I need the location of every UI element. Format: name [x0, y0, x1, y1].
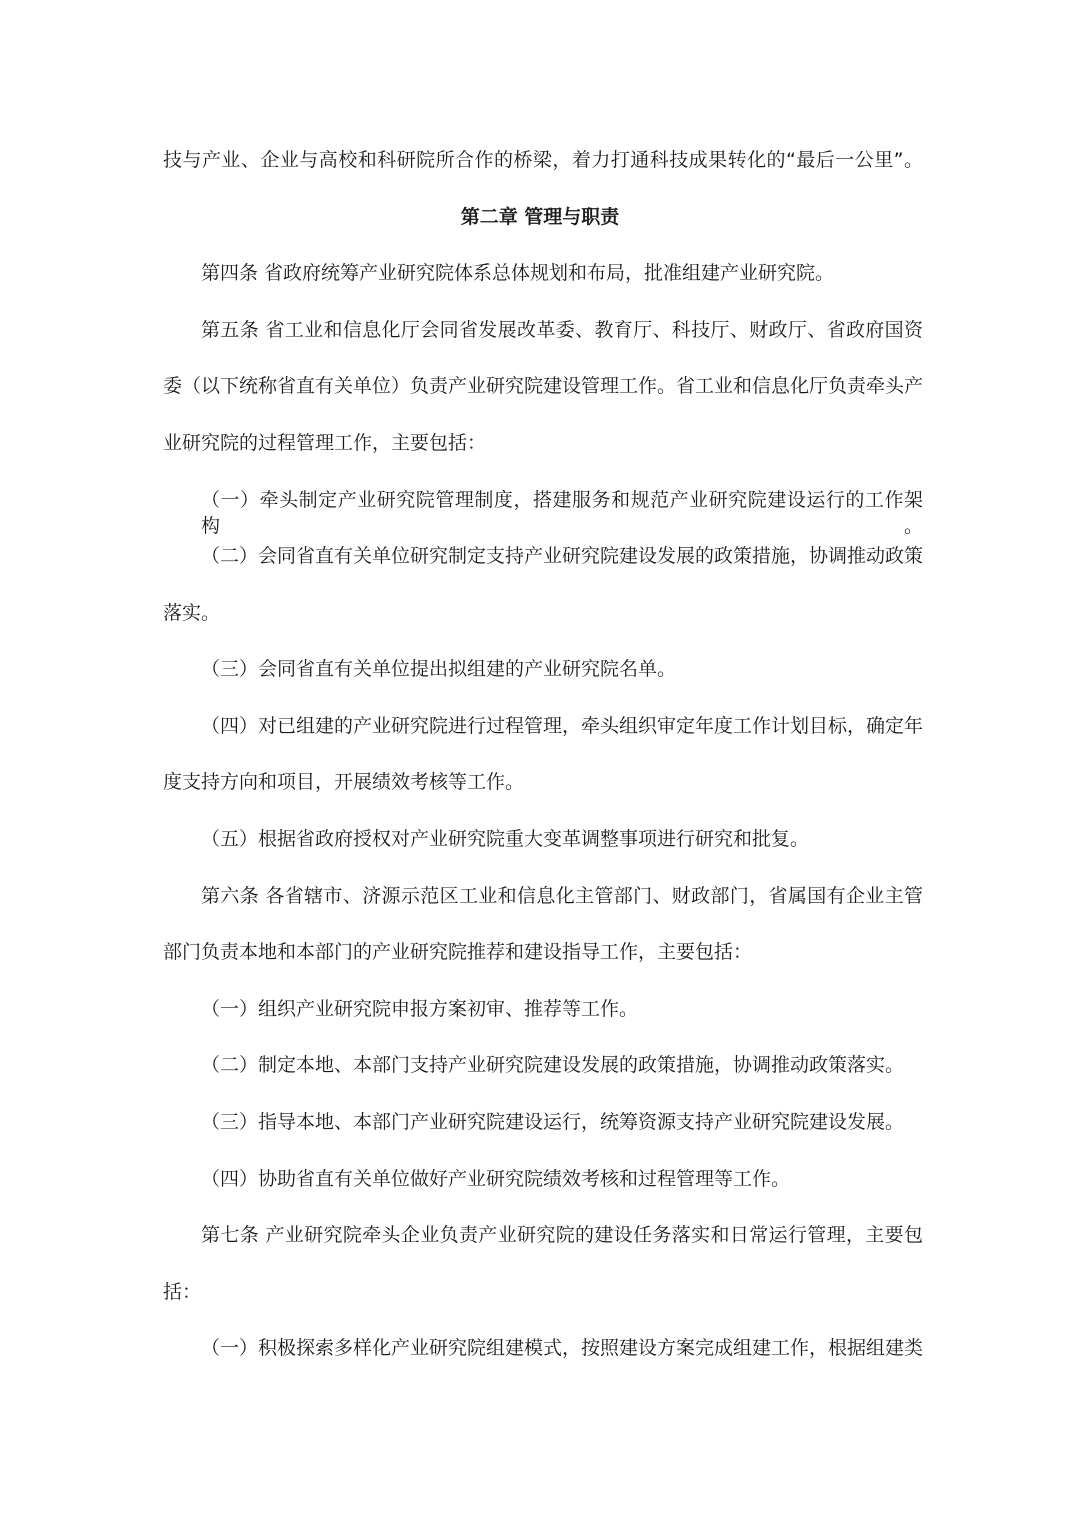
article-5-item-2-line-2: 落实。	[163, 602, 221, 624]
article-5-item-4-line-2: 度支持方向和项目，开展绩效考核等工作。	[163, 771, 525, 793]
article-6-item-4: （四）协助省直有关单位做好产业研究院绩效考核和过程管理等工作。	[201, 1168, 791, 1190]
article-5-line-3: 业研究院的过程管理工作，主要包括：	[163, 432, 487, 454]
article-7-line-2: 括：	[163, 1281, 202, 1303]
article-6-item-2: （二）制定本地、本部门支持产业研究院建设发展的政策措施，协调推动政策落实。	[201, 1054, 905, 1076]
article-5-item-5: （五）根据省政府授权对产业研究院重大变革调整事项进行研究和批复。	[201, 828, 810, 850]
article-6-line-2: 部门负责本地和本部门的产业研究院推荐和建设指导工作，主要包括：	[163, 941, 753, 963]
article-4: 第四条 省政府统筹产业研究院体系总体规划和布局，批准组建产业研究院。	[201, 262, 835, 284]
article-7-line-1: 第七条 产业研究院牵头企业负责产业研究院的建设任务落实和日常运行管理，主要包	[201, 1224, 923, 1246]
article-5-item-2-line-1: （二）会同省直有关单位研究制定支持产业研究院建设发展的政策措施，协调推动政策	[201, 545, 924, 567]
article-5-line-1: 第五条 省工业和信息化厅会同省发展改革委、教育厅、科技厅、财政厅、省政府国资	[201, 319, 923, 341]
text-line-1: 技与产业、企业与高校和科研院所合作的桥梁，着力打通科技成果转化的“最后一公里”。	[163, 149, 923, 171]
chapter-heading: 第二章 管理与职责	[460, 206, 620, 228]
article-7-item-1: （一）积极探索多样化产业研究院组建模式，按照建设方案完成组建工作，根据组建类	[201, 1337, 924, 1359]
article-5-item-4-line-1: （四）对已组建的产业研究院进行过程管理，牵头组织审定年度工作计划目标，确定年	[201, 715, 924, 737]
article-5-item-1: （一）牵头制定产业研究院管理制度，搭建服务和规范产业研究院建设运行的工作架构。	[201, 489, 923, 537]
article-5-item-3: （三）会同省直有关单位提出拟组建的产业研究院名单。	[201, 658, 677, 680]
article-6-line-1: 第六条 各省辖市、济源示范区工业和信息化主管部门、财政部门，省属国有企业主管	[201, 885, 923, 907]
article-6-item-3: （三）指导本地、本部门产业研究院建设运行，统筹资源支持产业研究院建设发展。	[201, 1111, 905, 1133]
article-5-line-2: 委（以下统称省直有关单位）负责产业研究院建设管理工作。省工业和信息化厅负责牵头产	[163, 375, 924, 397]
article-6-item-1: （一）组织产业研究院申报方案初审、推荐等工作。	[201, 998, 639, 1020]
